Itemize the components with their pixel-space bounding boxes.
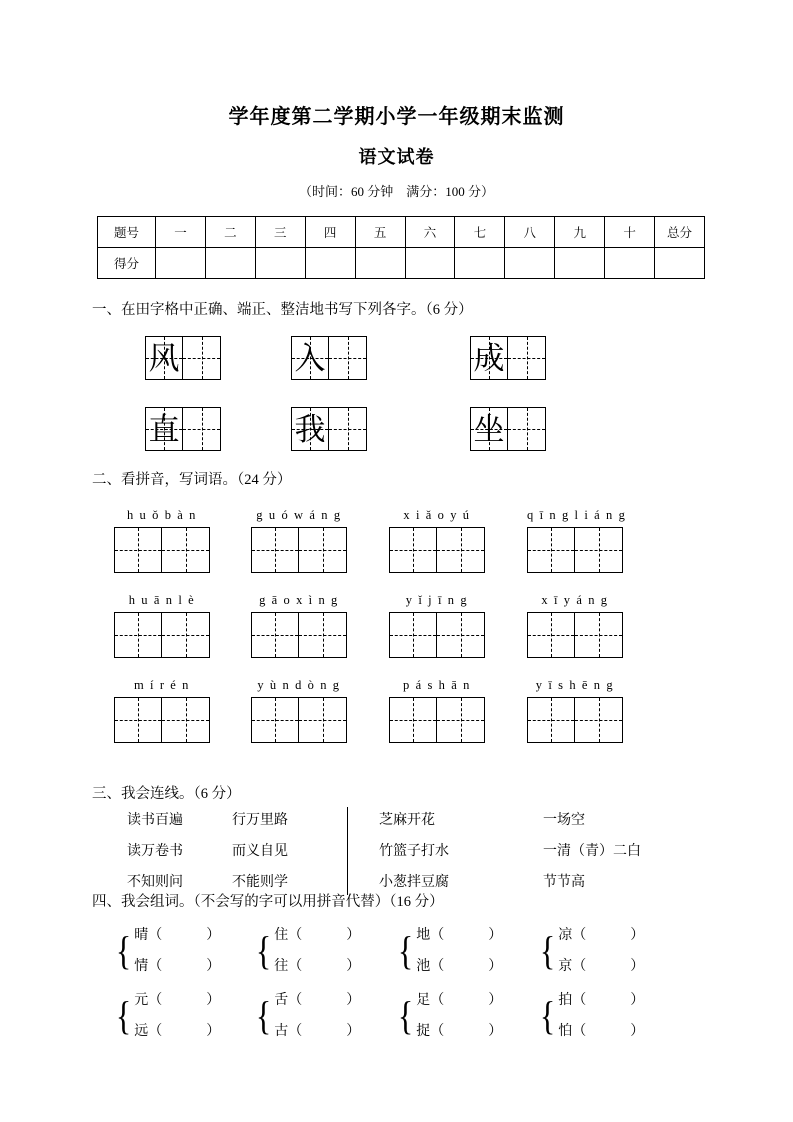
score-col-header: 三: [255, 217, 305, 248]
pinyin-answer-box[interactable]: [389, 697, 485, 743]
answer-cell[interactable]: [115, 698, 162, 742]
score-cell[interactable]: [355, 248, 405, 279]
word-formation-item[interactable]: [416, 920, 502, 951]
answer-cell[interactable]: [299, 613, 346, 657]
char-label: 舌: [274, 993, 289, 1008]
pinyin-label: y ī s h ē n g: [535, 678, 615, 692]
pinyin-label: h u ǒ b à n: [126, 508, 198, 522]
word-formation-item[interactable]: [134, 1016, 220, 1047]
pinyin-word-2[interactable]: [251, 508, 347, 573]
word-formation-item[interactable]: [416, 985, 502, 1016]
pinyin-word-11[interactable]: [389, 678, 485, 743]
answer-cell[interactable]: [162, 613, 209, 657]
match-item[interactable]: 一清（青）二白: [543, 844, 641, 859]
model-character: 直: [148, 411, 180, 447]
char-label: 远: [134, 1024, 149, 1039]
score-col-header: 七: [455, 217, 505, 248]
brace-icon: {: [115, 993, 132, 1038]
answer-cell[interactable]: [252, 698, 299, 742]
brace-icon: {: [115, 928, 132, 973]
score-cell[interactable]: [605, 248, 655, 279]
char-label: 元: [134, 993, 149, 1008]
paren-open: （: [148, 959, 163, 974]
score-cell[interactable]: [505, 248, 555, 279]
paren-close: ）: [206, 928, 221, 943]
paren-open: （: [430, 1024, 445, 1039]
pinyin-word-3[interactable]: [389, 508, 485, 573]
word-formation-item[interactable]: [274, 985, 360, 1016]
pinyin-label: h u ā n l è: [128, 593, 196, 607]
paren-close: ）: [346, 1024, 361, 1039]
answer-cell[interactable]: [252, 528, 299, 572]
char-label: 凉: [558, 928, 573, 943]
word-formation-item[interactable]: [416, 1016, 502, 1047]
writing-grid-blank-cell[interactable]: [183, 337, 220, 379]
writing-grid-4[interactable]: [145, 407, 221, 451]
word-formation-item[interactable]: [558, 1016, 644, 1047]
match-item[interactable]: 芝麻开花: [379, 813, 435, 828]
paren-close: ）: [488, 959, 503, 974]
pinyin-answer-box[interactable]: [251, 612, 347, 658]
paren-close: ）: [488, 993, 503, 1008]
pinyin-answer-box[interactable]: [114, 612, 210, 658]
brace-icon: {: [255, 993, 272, 1038]
score-col-header: 九: [555, 217, 605, 248]
paren-close: ）: [630, 1024, 645, 1039]
pinyin-word-4[interactable]: [527, 508, 626, 573]
paren-close: ）: [630, 928, 645, 943]
writing-grid-6[interactable]: [470, 407, 546, 451]
answer-cell[interactable]: [115, 613, 162, 657]
brace-icon: {: [397, 928, 414, 973]
char-label: 捉: [416, 1024, 431, 1039]
subject-title: 语文试卷: [358, 147, 435, 167]
paren-close: ）: [206, 993, 221, 1008]
answer-cell[interactable]: [575, 528, 622, 572]
word-formation-group-4: [538, 920, 644, 982]
section-heading-3: 三、我会连线。（6 分）: [92, 786, 241, 802]
pinyin-label: x i ǎ o y ú: [403, 508, 471, 522]
pinyin-word-6[interactable]: [251, 593, 347, 658]
paren-close: ）: [488, 928, 503, 943]
word-formation-item[interactable]: [558, 920, 644, 951]
match-item[interactable]: 一场空: [543, 813, 585, 828]
score-cell[interactable]: [255, 248, 305, 279]
match-item[interactable]: 行万里路: [232, 813, 288, 828]
word-formation-item[interactable]: [134, 920, 220, 951]
pinyin-label: g ā o x ì n g: [259, 593, 339, 607]
pinyin-answer-box[interactable]: [114, 527, 210, 573]
writing-grid-blank-cell[interactable]: [329, 337, 366, 379]
brace-icon: {: [255, 928, 272, 973]
paren-open: （: [148, 993, 163, 1008]
pinyin-answer-box[interactable]: [527, 697, 623, 743]
answer-cell[interactable]: [528, 613, 575, 657]
paren-open: （: [572, 928, 587, 943]
match-item[interactable]: 不能则学: [232, 875, 288, 890]
pinyin-answer-box[interactable]: [527, 612, 623, 658]
writing-grid-model-cell: [471, 408, 508, 450]
score-cell[interactable]: [405, 248, 455, 279]
char-label: 住: [274, 928, 289, 943]
pinyin-word-9[interactable]: [114, 678, 210, 743]
model-character: 成: [473, 340, 505, 376]
word-formation-item[interactable]: [558, 951, 644, 982]
writing-grid-3[interactable]: [470, 336, 546, 380]
answer-cell[interactable]: [390, 698, 437, 742]
match-left-column-a: [127, 805, 183, 898]
pinyin-word-7[interactable]: [389, 593, 485, 658]
writing-grid-2[interactable]: [291, 336, 367, 380]
word-formation-group-1: [114, 920, 220, 982]
char-label: 池: [416, 959, 431, 974]
answer-cell[interactable]: [575, 613, 622, 657]
word-formation-item[interactable]: [416, 951, 502, 982]
writing-grid-blank-cell[interactable]: [183, 408, 220, 450]
score-col-header: 四: [305, 217, 355, 248]
score-col-header: 五: [355, 217, 405, 248]
match-item[interactable]: 竹篮子打水: [379, 844, 449, 859]
score-col-header-total: 总分: [655, 217, 705, 248]
match-right-column-a: [379, 805, 449, 898]
pinyin-label: y ǐ j ī n g: [405, 593, 469, 607]
answer-cell[interactable]: [575, 698, 622, 742]
score-cell-total[interactable]: [655, 248, 705, 279]
answer-cell[interactable]: [115, 528, 162, 572]
char-label: 情: [134, 959, 149, 974]
writing-grid-blank-cell[interactable]: [329, 408, 366, 450]
pinyin-word-8[interactable]: [527, 593, 623, 658]
score-col-header: 六: [405, 217, 455, 248]
row-label-question-number: 题号: [98, 217, 156, 248]
score-col-header: 八: [505, 217, 555, 248]
pinyin-answer-box[interactable]: [389, 527, 485, 573]
table-row-question-numbers: [98, 217, 705, 248]
model-character: 我: [294, 411, 326, 447]
paren-close: ）: [206, 1024, 221, 1039]
paren-open: （: [288, 928, 303, 943]
brace-icon: {: [397, 993, 414, 1038]
pinyin-word-10[interactable]: [251, 678, 347, 743]
paren-open: （: [572, 993, 587, 1008]
pinyin-word-12[interactable]: [527, 678, 623, 743]
writing-grid-blank-cell[interactable]: [508, 408, 545, 450]
pinyin-word-5[interactable]: [114, 593, 210, 658]
answer-cell[interactable]: [528, 698, 575, 742]
paren-open: （: [148, 1024, 163, 1039]
match-item[interactable]: 不知则问: [127, 875, 183, 890]
page-title: 学年度第二学期小学一年级期末监测: [228, 106, 565, 128]
word-formation-group-2: [254, 920, 360, 982]
pinyin-label: p á s h ā n: [403, 678, 471, 692]
char-label: 足: [416, 993, 431, 1008]
paren-open: （: [430, 959, 445, 974]
match-item[interactable]: 小葱拌豆腐: [379, 875, 449, 890]
match-left-column-b: [232, 805, 288, 898]
match-item[interactable]: 而义自见: [232, 844, 288, 859]
word-formation-group-8: [538, 985, 644, 1047]
answer-cell[interactable]: [390, 528, 437, 572]
score-table: [97, 216, 705, 279]
char-label: 怕: [558, 1024, 573, 1039]
word-formation-item[interactable]: [274, 920, 360, 951]
model-character: 风: [148, 340, 180, 376]
score-cell[interactable]: [156, 248, 206, 279]
score-col-header: 二: [205, 217, 255, 248]
writing-grid-model-cell: [146, 337, 183, 379]
model-character: 坐: [473, 411, 505, 447]
pinyin-word-1[interactable]: [114, 508, 210, 573]
score-col-header: 十: [605, 217, 655, 248]
table-row-scores: [98, 248, 705, 279]
score-cell[interactable]: [305, 248, 355, 279]
char-label: 拍: [558, 993, 573, 1008]
pinyin-answer-box[interactable]: [389, 612, 485, 658]
paren-close: ）: [630, 959, 645, 974]
score-col-header: 一: [156, 217, 206, 248]
answer-cell[interactable]: [437, 613, 484, 657]
word-formation-item[interactable]: [558, 985, 644, 1016]
answer-cell[interactable]: [437, 698, 484, 742]
word-formation-group-5: [114, 985, 220, 1047]
char-label: 京: [558, 959, 573, 974]
paren-open: （: [288, 1024, 303, 1039]
char-label: 地: [416, 928, 431, 943]
paren-open: （: [288, 993, 303, 1008]
word-formation-item[interactable]: [274, 1016, 360, 1047]
answer-cell[interactable]: [528, 528, 575, 572]
matching-divider: [347, 807, 348, 895]
row-label-score: 得分: [98, 248, 156, 279]
paren-close: ）: [346, 928, 361, 943]
score-cell[interactable]: [205, 248, 255, 279]
model-character: 入: [294, 340, 326, 376]
answer-cell[interactable]: [390, 613, 437, 657]
pinyin-label: y ù n d ò n g: [257, 678, 341, 692]
char-label: 古: [274, 1024, 289, 1039]
paren-open: （: [572, 1024, 587, 1039]
exam-meta: （时间：60 分钟 满分：100 分）: [298, 184, 494, 199]
pinyin-answer-box[interactable]: [114, 697, 210, 743]
brace-icon: {: [539, 993, 556, 1038]
paren-close: ）: [630, 993, 645, 1008]
paren-close: ）: [488, 1024, 503, 1039]
char-label: 晴: [134, 928, 149, 943]
score-cell[interactable]: [555, 248, 605, 279]
paren-close: ）: [346, 959, 361, 974]
answer-cell[interactable]: [437, 528, 484, 572]
char-label: 往: [274, 959, 289, 974]
paren-open: （: [148, 928, 163, 943]
match-item[interactable]: 读万卷书: [127, 844, 183, 859]
pinyin-label: m í r é n: [133, 678, 191, 692]
paren-open: （: [430, 928, 445, 943]
matching-exercise: [0, 805, 793, 900]
match-item[interactable]: 节节高: [543, 875, 585, 890]
word-formation-group-6: [254, 985, 360, 1047]
writing-grid-model-cell: [471, 337, 508, 379]
writing-grid-1[interactable]: [145, 336, 221, 380]
match-item[interactable]: 读书百遍: [127, 813, 183, 828]
answer-cell[interactable]: [162, 528, 209, 572]
paren-open: （: [288, 959, 303, 974]
paren-open: （: [572, 959, 587, 974]
pinyin-answer-box[interactable]: [251, 527, 347, 573]
pinyin-label: q ī n g l i á n g: [527, 508, 627, 522]
paren-close: ）: [346, 993, 361, 1008]
section-heading-4: 四、我会组词。（不会写的字可以用拼音代替）（16 分）: [92, 894, 444, 910]
pinyin-answer-box[interactable]: [251, 697, 347, 743]
pinyin-label: x ī y á n g: [541, 593, 609, 607]
word-formation-item[interactable]: [134, 951, 220, 982]
writing-grid-5[interactable]: [291, 407, 367, 451]
paren-close: ）: [206, 959, 221, 974]
section-heading-1: 一、在田字格中正确、端正、整洁地书写下列各字。（6 分）: [92, 302, 473, 318]
answer-cell[interactable]: [162, 698, 209, 742]
section-heading-2: 二、看拼音，写词语。（24 分）: [92, 472, 292, 488]
brace-icon: {: [539, 928, 556, 973]
match-right-column-b: [543, 805, 641, 898]
writing-grid-blank-cell[interactable]: [508, 337, 545, 379]
word-formation-item[interactable]: [134, 985, 220, 1016]
pinyin-answer-box[interactable]: [527, 527, 623, 573]
paren-open: （: [430, 993, 445, 1008]
word-formation-item[interactable]: [274, 951, 360, 982]
writing-grid-model-cell: [292, 337, 329, 379]
word-formation-group-7: [396, 985, 502, 1047]
answer-cell[interactable]: [299, 528, 346, 572]
score-cell[interactable]: [455, 248, 505, 279]
answer-cell[interactable]: [252, 613, 299, 657]
word-formation-group-3: [396, 920, 502, 982]
pinyin-label: g u ó w á n g: [256, 508, 342, 522]
answer-cell[interactable]: [299, 698, 346, 742]
writing-grid-model-cell: [146, 408, 183, 450]
writing-grid-model-cell: [292, 408, 329, 450]
